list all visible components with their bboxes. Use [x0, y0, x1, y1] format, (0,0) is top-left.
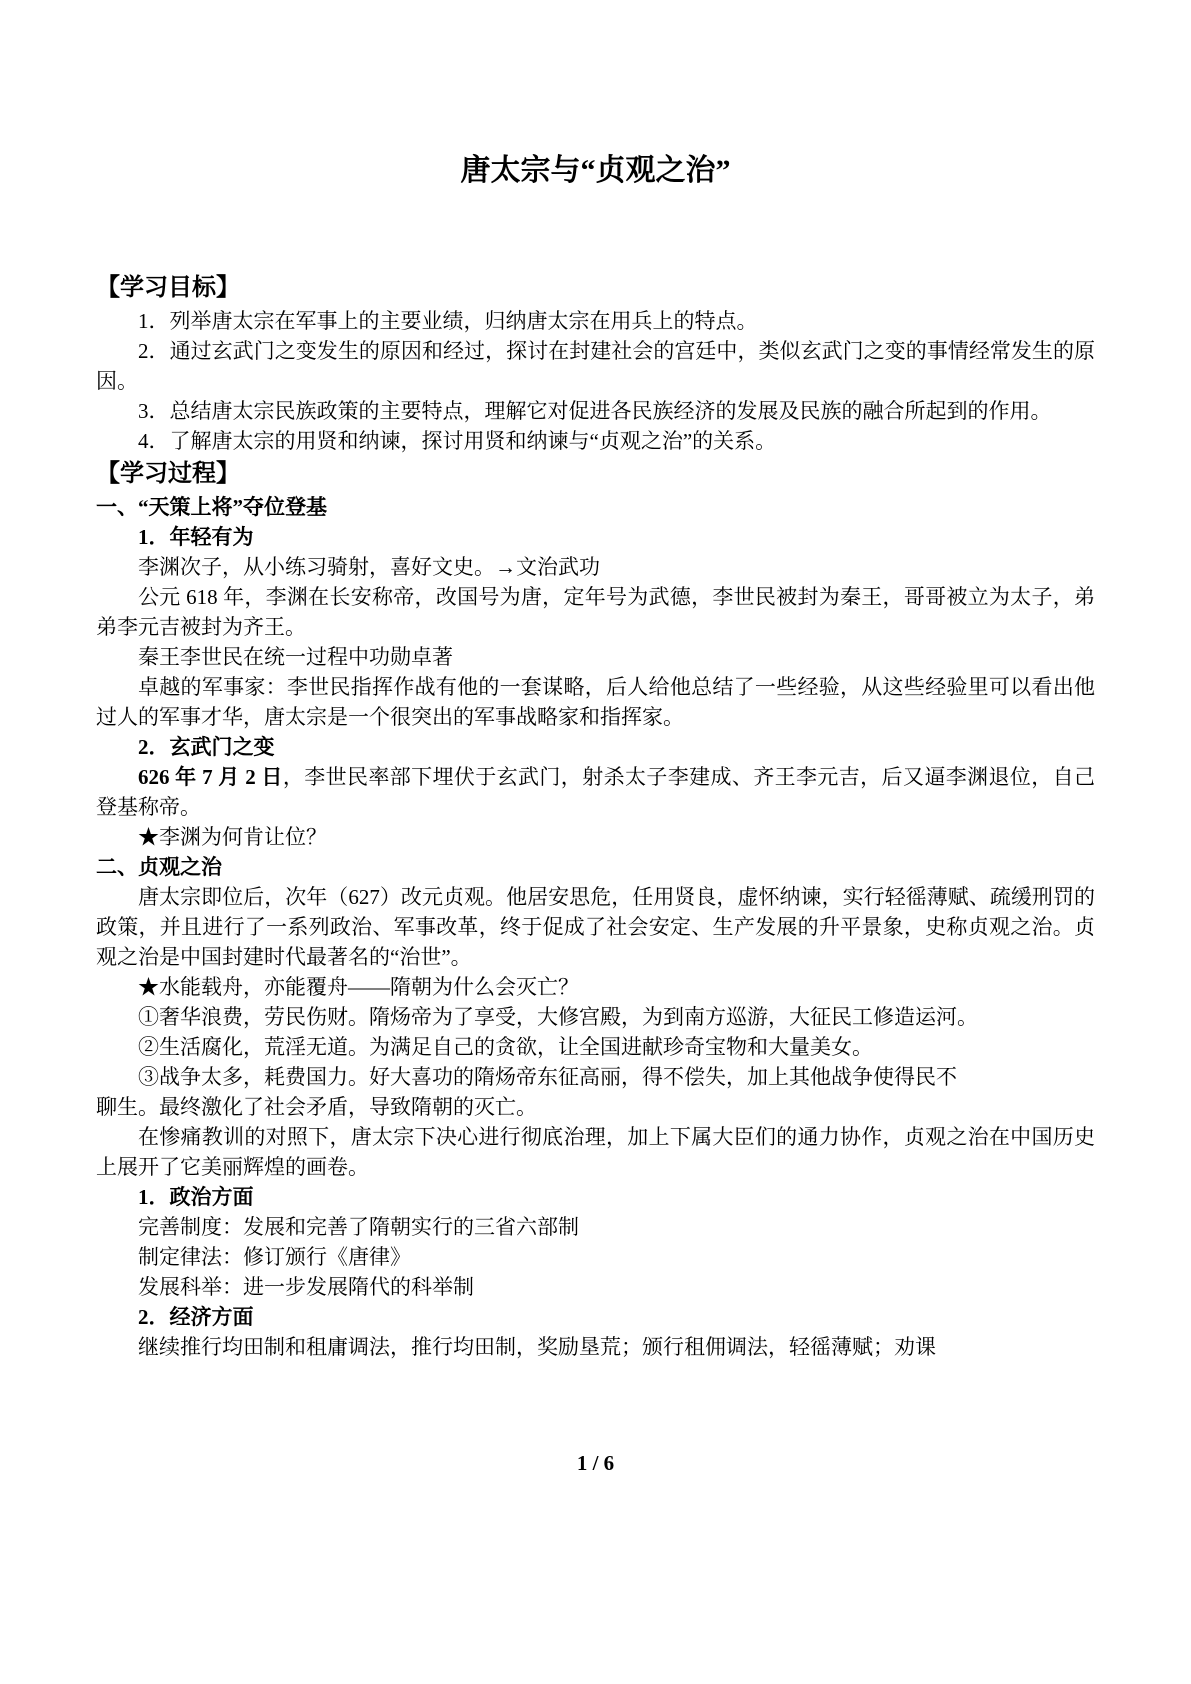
objective-item: 4．了解唐太宗的用贤和纳谏，探讨用贤和纳谏与“贞观之治”的关系。 — [138, 429, 777, 453]
section-heading-objectives: 【学习目标】 — [96, 275, 240, 301]
section-heading-process: 【学习过程】 — [96, 461, 240, 487]
paragraph: 在惨痛教训的对照下，唐太宗下决心进行彻底治理，加上下属大臣们的通力协作，贞观之治在中国历史上展开了它美丽辉煌的画卷。 — [96, 1125, 1095, 1179]
objective-item: 3．总结唐太宗民族政策的主要特点，理解它对促进各民族经济的发展及民族的融合所起到的作用。 — [138, 399, 1052, 423]
page-title: 唐太宗与“贞观之治” — [460, 154, 731, 187]
paragraph: 公元 618 年，李渊在长安称帝，改国号为唐，定年号为武德，李世民被封为秦王，哥哥被立为太子，弟弟李元吉被封为齐王。 — [96, 585, 1095, 639]
paragraph: 完善制度：发展和完善了隋朝实行的三省六部制 — [138, 1215, 579, 1239]
part-1-title: 一、“天策上将”夺位登基 — [96, 495, 327, 519]
question-line: ★水能载舟，亦能覆舟——隋朝为什么会灭亡？ — [138, 975, 579, 999]
paragraph — [96, 762, 1095, 822]
question-line: ★李渊为何肯让位？ — [138, 825, 327, 849]
paragraph: 秦王李世民在统一过程中功勋卓著 — [138, 645, 453, 669]
sub-2-1-title: 1．政治方面 — [138, 1185, 254, 1209]
objective-item: 1．列举唐太宗在军事上的主要业绩，归纳唐太宗在用兵上的特点。 — [138, 309, 758, 333]
objective-item: 2．通过玄武门之变发生的原因和经过，探讨在封建社会的宫廷中，类似玄武门之变的事情经常发生的原因。 — [96, 339, 1095, 393]
sub-1-1-title: 1．年轻有为 — [138, 525, 254, 549]
paragraph: 制定律法：修订颁行《唐律》 — [138, 1245, 411, 1269]
reason-item: ①奢华浪费，劳民伤财。隋炀帝为了享受，大修宫殿，为到南方巡游，大征民工修造运河。 — [138, 1005, 978, 1029]
part-2-title: 二、贞观之治 — [96, 855, 222, 879]
sub-1-2-title: 2．玄武门之变 — [138, 735, 275, 759]
paragraph-text: ，李世民率部下埋伏于玄武门，射杀太子李建成、齐王李元吉，后又逼李渊退位，自己登基称帝。 — [96, 765, 1096, 819]
page-number: 1 / 6 — [576, 1451, 615, 1475]
bold-date: 626 年 7 月 2 日 — [138, 765, 283, 789]
paragraph: 继续推行均田制和租庸调法，推行均田制，奖励垦荒；颁行租佣调法，轻徭薄赋；劝课 — [138, 1335, 936, 1359]
paragraph: 李渊次子，从小练习骑射，喜好文史。→文治武功 — [138, 555, 600, 579]
sub-2-2-title: 2．经济方面 — [138, 1305, 254, 1329]
paragraph: 发展科举：进一步发展隋代的科举制 — [138, 1275, 474, 1299]
paragraph: 唐太宗即位后，次年（627）改元贞观。他居安思危，任用贤良，虚怀纳谏，实行轻徭薄赋、疏缓刑罚的政策，并且进行了一系列政治、军事改革，终于促成了社会安定、生产发展的升平景象，史称贞观之治。贞观之治是中国封建时代最著名的“治世”。 — [96, 885, 1095, 969]
reason-continuation: 聊生。最终激化了社会矛盾，导致隋朝的灭亡。 — [96, 1095, 537, 1119]
reason-item: ③战争太多，耗费国力。好大喜功的隋炀帝东征高丽，得不偿失，加上其他战争使得民不 — [138, 1065, 957, 1089]
paragraph: 卓越的军事家：李世民指挥作战有他的一套谋略，后人给他总结了一些经验，从这些经验里可以看出他过人的军事才华，唐太宗是一个很突出的军事战略家和指挥家。 — [96, 675, 1095, 729]
reason-item: ②生活腐化，荒淫无道。为满足自己的贪欲，让全国进献珍奇宝物和大量美女。 — [138, 1035, 873, 1059]
